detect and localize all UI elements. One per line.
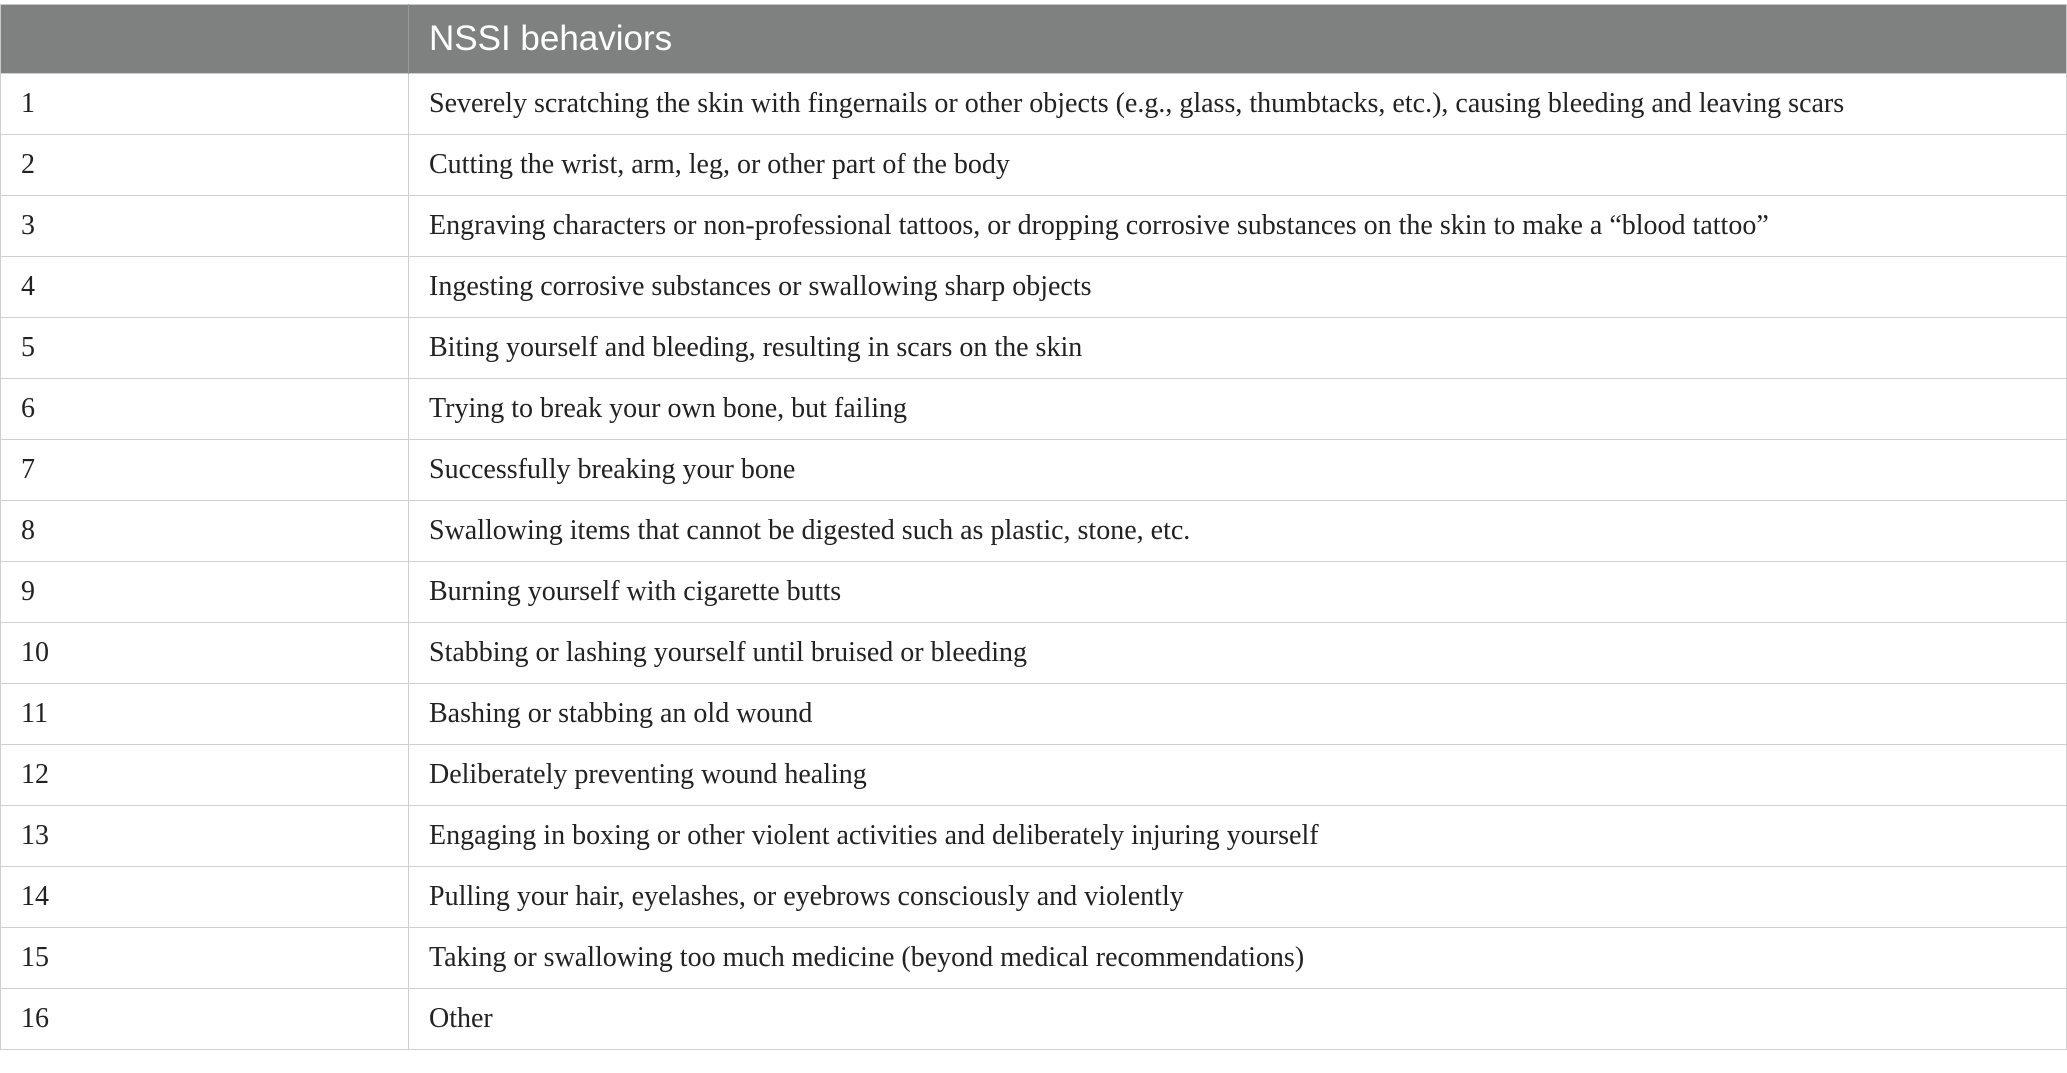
- table-row: [1, 135, 2067, 196]
- table-row: [1, 74, 2067, 135]
- header-cell-behaviors: NSSI behaviors: [409, 5, 2067, 74]
- behavior-description-cell: Pulling your hair, eyelashes, or eyebrows consciously and violently: [409, 867, 2067, 928]
- behavior-description-cell: Trying to break your own bone, but failing: [409, 379, 2067, 440]
- table-row: [1, 684, 2067, 745]
- behavior-description-cell: Ingesting corrosive substances or swallowing sharp objects: [409, 257, 2067, 318]
- behavior-description-cell: Deliberately preventing wound healing: [409, 745, 2067, 806]
- row-number-cell: 11: [1, 684, 409, 745]
- row-number-cell: 12: [1, 745, 409, 806]
- table-row: [1, 623, 2067, 684]
- header-cell-number: [1, 5, 409, 74]
- row-number-cell: 3: [1, 196, 409, 257]
- table-row: [1, 989, 2067, 1050]
- row-number-cell: 8: [1, 501, 409, 562]
- table-row: [1, 196, 2067, 257]
- table-row: [1, 928, 2067, 989]
- row-number-cell: 14: [1, 867, 409, 928]
- nssi-behaviors-table: [0, 4, 2067, 1050]
- row-number-cell: 10: [1, 623, 409, 684]
- row-number-cell: 6: [1, 379, 409, 440]
- behavior-description-cell: Cutting the wrist, arm, leg, or other part of the body: [409, 135, 2067, 196]
- behavior-description-cell: Stabbing or lashing yourself until bruised or bleeding: [409, 623, 2067, 684]
- table-body: [1, 74, 2067, 1050]
- row-number-cell: 7: [1, 440, 409, 501]
- behavior-description-cell: Swallowing items that cannot be digested such as plastic, stone, etc.: [409, 501, 2067, 562]
- behavior-description-cell: Engraving characters or non-professional tattoos, or dropping corrosive substances on the skin to make a “blood tattoo”: [409, 196, 2067, 257]
- row-number-cell: 1: [1, 74, 409, 135]
- behavior-description-cell: Successfully breaking your bone: [409, 440, 2067, 501]
- table-row: [1, 501, 2067, 562]
- row-number-cell: 9: [1, 562, 409, 623]
- behavior-description-cell: Engaging in boxing or other violent activities and deliberately injuring yourself: [409, 806, 2067, 867]
- row-number-cell: 16: [1, 989, 409, 1050]
- table-row: [1, 379, 2067, 440]
- row-number-cell: 2: [1, 135, 409, 196]
- behavior-description-cell: Burning yourself with cigarette butts: [409, 562, 2067, 623]
- behavior-description-cell: Taking or swallowing too much medicine (beyond medical recommendations): [409, 928, 2067, 989]
- row-number-cell: 5: [1, 318, 409, 379]
- behavior-description-cell: Other: [409, 989, 2067, 1050]
- table-row: [1, 562, 2067, 623]
- nssi-behaviors-table-container: [0, 4, 2066, 1050]
- behavior-description-cell: Biting yourself and bleeding, resulting in scars on the skin: [409, 318, 2067, 379]
- row-number-cell: 4: [1, 257, 409, 318]
- behavior-description-cell: Bashing or stabbing an old wound: [409, 684, 2067, 745]
- table-row: [1, 440, 2067, 501]
- table-row: [1, 257, 2067, 318]
- table-row: [1, 745, 2067, 806]
- row-number-cell: 13: [1, 806, 409, 867]
- table-row: [1, 806, 2067, 867]
- table-header: [1, 5, 2067, 74]
- row-number-cell: 15: [1, 928, 409, 989]
- table-row: [1, 867, 2067, 928]
- table-row: [1, 318, 2067, 379]
- header-row: [1, 5, 2067, 74]
- behavior-description-cell: Severely scratching the skin with fingernails or other objects (e.g., glass, thumbtacks, etc.), causing bleeding and leaving scars: [409, 74, 2067, 135]
